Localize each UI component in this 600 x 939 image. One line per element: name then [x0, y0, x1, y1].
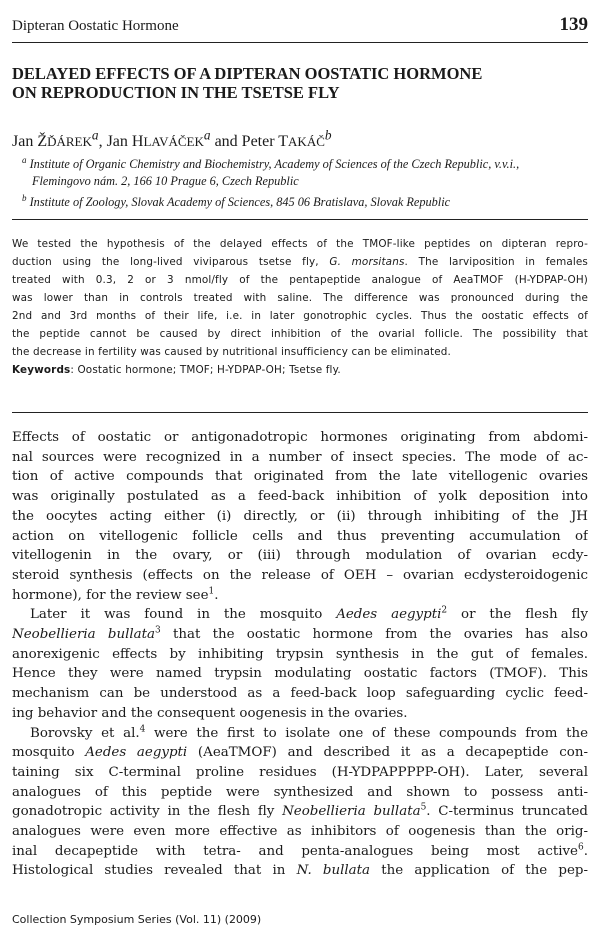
- paragraph-1-line: steroid synthesis (effects on the release of OEH – ovarian ecdysteroidogenic: [12, 567, 588, 583]
- paragraph-2-line: Later it was found in the mosquito Aedes aegypti$^2$ or the flesh fly: [30, 605, 588, 623]
- paragraph-3-line: analogues of this peptide were synthesized and shown to possess anti-: [12, 784, 588, 800]
- header-divider: [12, 42, 588, 43]
- abstract-line: treated with 0.3, 2 or 3 nmol/fly of the pentapeptide analogue of AeaTMOF (H-YDPAP-OH): [12, 274, 588, 286]
- paragraph-2-line: Hence they were named trypsin modulating oostatic factors (TMOF). This: [12, 666, 588, 682]
- abstract: [12, 235, 588, 379]
- abstract-top-divider: [12, 219, 588, 220]
- paragraph-3-line: gonadotropic activity in the flesh fly Neobellieria bullata$^5$. C-terminus truncated: [12, 802, 588, 820]
- paragraph-1-line: was originally postulated as a feed-back inhibition of yolk deposition into: [12, 489, 588, 505]
- abstract-line: We tested the hypothesis of the delayed effects of the TMOF-like peptides on dipteran repro-: [12, 238, 588, 250]
- paragraph-2-line: mechanism can be understood as a feed-back loop safeguarding cyclic feed-: [12, 686, 588, 702]
- abstract-bottom-divider: [12, 412, 588, 413]
- paragraph-2-line: Neobellieria bullata$^3$ that the oostatic hormone from the ovaries has also: [12, 625, 588, 643]
- abstract-line: the peptide cannot be caused by direct inhibition of the ovarial follicle. The possibility that: [12, 328, 588, 340]
- abstract-line: duction using the long-lived viviparous tsetse fly, G. morsitans. The larviposition in females: [12, 256, 588, 268]
- paragraph-3-line: Histological studies revealed that in N. bullata the application of the pep-: [12, 863, 588, 879]
- paragraph-1-line: the oocytes acting either (i) directly, or (ii) through inhibiting of the JH: [12, 508, 588, 524]
- affiliation-b: $^b$ Institute of Zoology, Slovak Academy of Sciences, 845 06 Bratislava, Slovak Republic: [22, 193, 451, 210]
- author-3: Peter TAKÁČ$^b$: [241, 128, 332, 151]
- paragraph-1-line: action on vitellogenic follicle cells and thus preventing accumulation of: [12, 528, 588, 544]
- paragraph-1-line: hormone), for the review see$^1$.: [12, 586, 219, 603]
- paragraph-2-line: anorexigenic effects by inhibiting trypsin synthesis in the gut of females.: [12, 646, 588, 662]
- abstract-line: was lower than in controls treated with saline. The difference was pronounced during the: [12, 292, 588, 304]
- paragraph-3-line: taining six C-terminal proline residues (H-YDPAPPPPP-OH). Later, several: [12, 764, 588, 780]
- page-number: 139: [559, 14, 588, 35]
- paragraph-3-line: Borovsky et al.$^4$ were the first to isolate one of these compounds from the: [30, 724, 588, 741]
- body-text: [12, 428, 588, 881]
- paragraph-1-line: nal sources were recognized in a number of insect species. The mode of ac-: [12, 449, 588, 465]
- abstract-line: 2nd and 3rd months of their life, i.e. in later gonotrophic cycles. Thus the oostatic effects of: [12, 310, 588, 322]
- running-head: [12, 14, 588, 40]
- paragraph-2-line: ing behavior and the consequent oogenesis in the ovaries.: [12, 705, 408, 721]
- article-title: [12, 64, 572, 102]
- author-list: [12, 128, 332, 151]
- affiliation-a: $^a$ Institute of Organic Chemistry and Biochemistry, Academy of Sciences of the Czech Republic, v.v.i., Flemingovo nám. 2, 166 10 Prague 6, Czech Republic: [22, 155, 520, 189]
- paragraph-3-line: inal decapeptide with tetra- and penta-analogues being most active$^6$.: [12, 842, 588, 859]
- title-line-2: ON REPRODUCTION IN THE TSETSE FLY: [12, 83, 340, 102]
- paragraph-3-line: mosquito Aedes aegypti (AeaTMOF) and described it as a decapeptide con-: [12, 745, 588, 761]
- keywords: Keywords: Oostatic hormone; TMOF; H-YDPAP-OH; Tsetse fly.: [12, 364, 341, 376]
- author-1: Jan ŽĎÁREK$^a$,: [12, 128, 107, 151]
- paragraph-3-line: analogues were even more effective as inhibitors of oogenesis than the orig-: [12, 824, 588, 840]
- paragraph-1-line: vitellogenin in the ovary, or (iii) through modulation of ovarian ecdy-: [12, 548, 588, 564]
- title-line-1: DELAYED EFFECTS OF A DIPTERAN OOSTATIC HORMONE: [12, 64, 483, 83]
- paragraph-1-line: Effects of oostatic or antigonadotropic hormones originating from abdomi-: [12, 430, 588, 445]
- paragraph-1-line: tion of active compounds that originated from the late vitellogenic ovaries: [12, 469, 588, 485]
- running-title: Dipteran Oostatic Hormone: [12, 18, 179, 34]
- author-2: Jan HLAVÁČEK$^a$ and: [106, 128, 242, 151]
- abstract-line: the decrease in fertility was caused by nutritional insufficiency can be eliminated.: [12, 346, 451, 358]
- series-footer: Collection Symposium Series (Vol. 11) (2009): [12, 913, 262, 926]
